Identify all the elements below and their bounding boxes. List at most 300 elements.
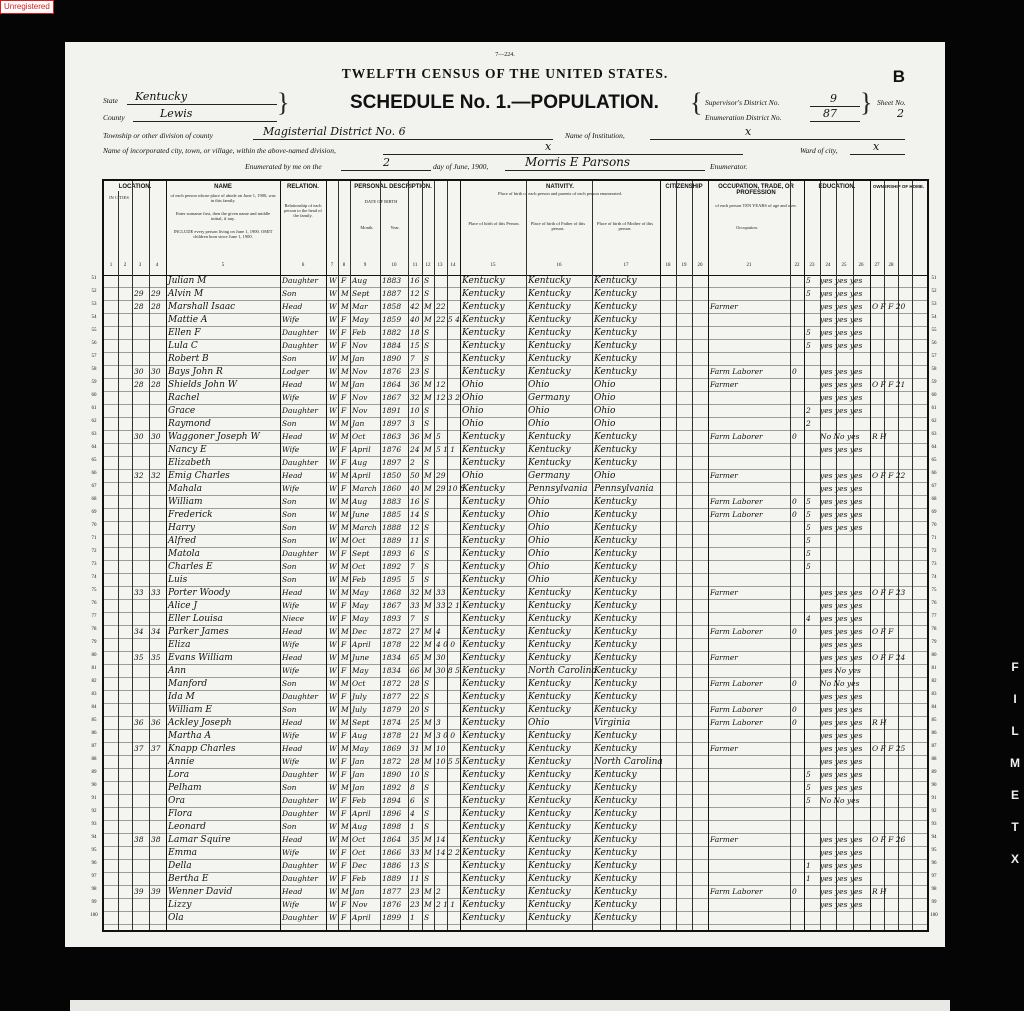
- line-number: 61: [91, 406, 97, 411]
- cell-occupation: Farm Laborer: [710, 705, 763, 714]
- cell-age: 12: [410, 289, 420, 298]
- cell-mother: Kentucky: [594, 614, 637, 624]
- cell-month: May: [352, 614, 369, 623]
- cell-relation: Wife: [282, 666, 300, 675]
- cell-father: Kentucky: [528, 640, 571, 650]
- cell-owner: R H: [872, 718, 887, 727]
- cell-month: June: [352, 510, 370, 519]
- cell-education: yes yes yes: [820, 757, 863, 766]
- line-number: 53: [931, 302, 937, 307]
- cell-father: Kentucky: [528, 796, 571, 806]
- cell-marital: M: [424, 315, 432, 324]
- column-number: 17: [623, 263, 629, 268]
- cell-mother: Kentucky: [594, 783, 637, 793]
- cell-school: 5: [806, 510, 811, 519]
- cell-occupation: Farm Laborer: [710, 718, 763, 727]
- cell-education: yes No yes: [820, 666, 861, 675]
- line-number: 85: [931, 718, 937, 723]
- line-number: 93: [91, 822, 97, 827]
- cell-age: 40: [410, 484, 420, 493]
- cell-marital: M: [424, 653, 432, 662]
- column-number: 1: [109, 263, 113, 268]
- cell-year: 1883: [382, 497, 402, 506]
- cell-year: 1860: [382, 484, 402, 493]
- cell-year: 1897: [382, 458, 402, 467]
- cell-color: W: [329, 809, 337, 818]
- cell-birth: Kentucky: [462, 744, 505, 754]
- cell-year: 1877: [382, 887, 402, 896]
- cell-education: yes yes yes: [820, 393, 863, 402]
- side-strip-letter: F: [1011, 660, 1019, 674]
- cell-sex: M: [341, 835, 349, 844]
- cell-months: 0: [792, 367, 797, 376]
- line-number: 54: [931, 315, 937, 320]
- cell-color: W: [329, 302, 337, 311]
- cell-marital: S: [424, 692, 430, 701]
- cell-father: Kentucky: [528, 588, 571, 598]
- column-number: 12: [425, 263, 431, 268]
- cell-mother: Kentucky: [594, 692, 637, 702]
- cell-color: W: [329, 679, 337, 688]
- cell-education: yes yes yes: [820, 341, 863, 350]
- line-number: 84: [931, 705, 937, 710]
- column-number: 24: [825, 263, 831, 268]
- cell-children: 10 5 5: [436, 757, 460, 766]
- cell-owner: O F F 22: [872, 471, 906, 480]
- cell-father: Kentucky: [528, 705, 571, 715]
- cell-marital: S: [424, 536, 430, 545]
- line-number: 97: [91, 874, 97, 879]
- cell-family: 30: [151, 367, 161, 376]
- cell-name: Alvin M: [168, 289, 204, 299]
- cell-month: Oct: [352, 679, 366, 688]
- cell-marital: M: [424, 900, 432, 909]
- sub-name-note: Enter surname first, then the given name and middle initial, if any.: [175, 211, 271, 221]
- cell-marital: S: [424, 458, 430, 467]
- column-number: 26: [858, 263, 864, 268]
- cell-father: Kentucky: [528, 783, 571, 793]
- cell-education: yes yes yes: [820, 380, 863, 389]
- cell-mother: Kentucky: [594, 575, 637, 585]
- cell-dwelling: 30: [134, 367, 144, 376]
- line-number: 54: [91, 315, 97, 320]
- cell-relation: Wife: [282, 484, 300, 493]
- cell-mother: Kentucky: [594, 731, 637, 741]
- cell-sex: M: [341, 302, 349, 311]
- cell-relation: Daughter: [282, 861, 318, 870]
- line-number: 51: [931, 276, 937, 281]
- cell-month: Nov: [352, 900, 368, 909]
- cell-relation: Son: [282, 289, 297, 298]
- line-number: 83: [931, 692, 937, 697]
- cell-month: Jan: [352, 887, 365, 896]
- cell-relation: Son: [282, 822, 297, 831]
- cell-year: 1859: [382, 315, 402, 324]
- cell-birth: Kentucky: [462, 562, 505, 572]
- cell-sex: M: [341, 289, 349, 298]
- cell-birth: Kentucky: [462, 731, 505, 741]
- cell-sex: F: [341, 458, 347, 467]
- cell-year: 1874: [382, 718, 402, 727]
- cell-mother: Kentucky: [594, 705, 637, 715]
- cell-year: 1872: [382, 679, 402, 688]
- cell-relation: Daughter: [282, 328, 318, 337]
- cell-education: yes yes yes: [820, 731, 863, 740]
- line-number: 83: [91, 692, 97, 697]
- bottom-strip: [70, 1000, 950, 1011]
- cell-relation: Wife: [282, 900, 300, 909]
- census-title: TWELFTH CENSUS OF THE UNITED STATES.: [341, 66, 669, 81]
- cell-mother: Kentucky: [594, 666, 637, 676]
- cell-age: 18: [410, 328, 420, 337]
- cell-marital: M: [424, 445, 432, 454]
- cell-sex: F: [341, 640, 347, 649]
- cell-children: 22: [436, 302, 446, 311]
- cell-name: Raymond: [168, 419, 211, 429]
- cell-education: yes yes yes: [820, 835, 863, 844]
- cell-color: W: [329, 575, 337, 584]
- cell-color: W: [329, 874, 337, 883]
- cell-father: Ohio: [528, 406, 550, 416]
- column-number: 14: [450, 263, 456, 268]
- cell-month: Feb: [352, 874, 367, 883]
- line-number: 75: [91, 588, 97, 593]
- cell-name: Flora: [168, 809, 193, 819]
- line-number: 81: [931, 666, 937, 671]
- cell-marital: M: [424, 666, 432, 675]
- cell-father: Kentucky: [528, 809, 571, 819]
- cell-name: Grace: [168, 406, 196, 416]
- cell-marital: S: [424, 276, 430, 285]
- cell-children: 29: [436, 471, 446, 480]
- side-strip-letter: X: [1010, 852, 1019, 866]
- line-number: 64: [931, 445, 937, 450]
- cell-dwelling: 29: [134, 289, 144, 298]
- cell-mother: Kentucky: [594, 549, 637, 559]
- cell-occupation: Farmer: [710, 588, 738, 597]
- cell-birth: Kentucky: [462, 302, 505, 312]
- cell-family: 28: [151, 380, 161, 389]
- cell-relation: Son: [282, 497, 297, 506]
- cell-father: Kentucky: [528, 315, 571, 325]
- cell-color: W: [329, 757, 337, 766]
- cell-color: W: [329, 913, 337, 922]
- cell-name: Waggoner Joseph W: [168, 432, 260, 442]
- cell-color: W: [329, 432, 337, 441]
- cell-name: Robert B: [168, 354, 209, 364]
- cell-year: 1896: [382, 809, 402, 818]
- cell-birth: Kentucky: [462, 900, 505, 910]
- cell-color: W: [329, 458, 337, 467]
- institution-value: x: [745, 125, 752, 138]
- column-number: 16: [556, 263, 562, 268]
- cell-birth: Kentucky: [462, 822, 505, 832]
- cell-relation: Head: [282, 302, 303, 311]
- line-number: 61: [931, 406, 937, 411]
- cell-age: 10: [410, 406, 420, 415]
- line-number: 79: [91, 640, 97, 645]
- cell-mother: Kentucky: [594, 289, 637, 299]
- cell-marital: S: [424, 822, 430, 831]
- cell-education: yes yes yes: [820, 510, 863, 519]
- cell-education: yes yes yes: [820, 601, 863, 610]
- cell-father: Kentucky: [528, 913, 571, 923]
- brace-left: }: [277, 88, 290, 117]
- cell-birth: Kentucky: [462, 835, 505, 845]
- cell-color: W: [329, 796, 337, 805]
- cell-marital: M: [424, 588, 432, 597]
- line-number: 75: [931, 588, 937, 593]
- cell-month: Mar: [352, 302, 368, 311]
- cell-month: Jan: [352, 354, 365, 363]
- cell-education: yes yes yes: [820, 692, 863, 701]
- cell-owner: R H: [872, 887, 887, 896]
- cell-education: yes yes yes: [820, 471, 863, 480]
- cell-father: Kentucky: [528, 848, 571, 858]
- cell-age: 40: [410, 315, 420, 324]
- cell-month: Nov: [352, 367, 368, 376]
- cell-year: 1879: [382, 705, 402, 714]
- cell-children: 33 2 1: [436, 601, 460, 610]
- cell-color: W: [329, 887, 337, 896]
- sub-birth-person: Place of birth of this Person.: [468, 221, 520, 226]
- cell-year: 1887: [382, 289, 402, 298]
- cell-father: Kentucky: [528, 731, 571, 741]
- cell-age: 50: [410, 471, 420, 480]
- column-number: 15: [490, 263, 496, 268]
- line-number: 52: [931, 289, 937, 294]
- cell-marital: S: [424, 783, 430, 792]
- cell-month: April: [352, 640, 371, 649]
- cell-month: Dec: [352, 627, 367, 636]
- cell-month: Sept: [352, 718, 370, 727]
- enumerated-month-label: day of June, 1900,: [433, 162, 489, 171]
- cell-color: W: [329, 393, 337, 402]
- cell-color: W: [329, 536, 337, 545]
- line-number: 77: [91, 614, 97, 619]
- cell-school: 4: [806, 614, 811, 623]
- sub-nativity-desc: Place of birth of each person and parents of each person enumerated.: [498, 191, 622, 196]
- county-label: County: [103, 113, 125, 122]
- cell-sex: M: [341, 679, 349, 688]
- cell-sex: F: [341, 445, 347, 454]
- line-number: 62: [91, 419, 97, 424]
- cell-school: 1: [806, 861, 811, 870]
- cell-mother: Kentucky: [594, 458, 637, 468]
- cell-name: Nancy E: [168, 445, 207, 455]
- line-number: 68: [91, 497, 97, 502]
- cell-education: yes yes yes: [820, 614, 863, 623]
- cell-name: Manford: [168, 679, 208, 689]
- cell-name: Frederick: [168, 510, 213, 520]
- column-number: 20: [697, 263, 703, 268]
- cell-father: Kentucky: [528, 653, 571, 663]
- cell-father: Kentucky: [528, 692, 571, 702]
- cell-school: 5: [806, 549, 811, 558]
- cell-birth: Kentucky: [462, 575, 505, 585]
- cell-dwelling: 33: [134, 588, 144, 597]
- cell-mother: Kentucky: [594, 744, 637, 754]
- line-number: 90: [91, 783, 97, 788]
- line-number: 88: [91, 757, 97, 762]
- cell-color: W: [329, 419, 337, 428]
- cell-month: Aug: [352, 497, 368, 506]
- cell-mother: Kentucky: [594, 861, 637, 871]
- cell-name: Evans William: [168, 653, 233, 663]
- cell-age: 12: [410, 523, 420, 532]
- cell-dwelling: 35: [134, 653, 144, 662]
- cell-mother: Kentucky: [594, 341, 637, 351]
- cell-color: W: [329, 744, 337, 753]
- column-number: 5: [221, 263, 225, 268]
- cell-family: 28: [151, 302, 161, 311]
- cell-sex: F: [341, 666, 347, 675]
- cell-month: Oct: [352, 536, 366, 545]
- column-number: 21: [746, 263, 752, 268]
- cell-father: Kentucky: [528, 354, 571, 364]
- cell-color: W: [329, 718, 337, 727]
- cell-relation: Wife: [282, 601, 300, 610]
- cell-owner: R H: [872, 432, 887, 441]
- line-number: 85: [91, 718, 97, 723]
- cell-relation: Wife: [282, 445, 300, 454]
- line-number: 63: [931, 432, 937, 437]
- cell-birth: Kentucky: [462, 913, 505, 923]
- cell-mother: Ohio: [594, 406, 616, 416]
- line-number: 57: [91, 354, 97, 359]
- cell-sex: F: [341, 796, 347, 805]
- cell-education: yes yes yes: [820, 484, 863, 493]
- cell-age: 31: [410, 744, 420, 753]
- cell-children: 30: [436, 653, 446, 662]
- cell-occupation: Farm Laborer: [710, 627, 763, 636]
- cell-year: 1893: [382, 549, 402, 558]
- cell-month: Sept: [352, 549, 370, 558]
- cell-marital: S: [424, 367, 430, 376]
- cell-education: yes yes yes: [820, 887, 863, 896]
- cell-occupation: Farmer: [710, 653, 738, 662]
- line-number: 81: [91, 666, 97, 671]
- cell-age: 14: [410, 510, 420, 519]
- cell-age: 10: [410, 770, 420, 779]
- cell-children: 30 8 5: [436, 666, 460, 675]
- cell-birth: Kentucky: [462, 510, 505, 520]
- cell-education: yes yes yes: [820, 783, 863, 792]
- enumerator-label: Enumerator.: [710, 162, 748, 171]
- cell-age: 32: [410, 588, 420, 597]
- cell-year: 1899: [382, 913, 402, 922]
- cell-education: yes yes yes: [820, 900, 863, 909]
- cell-family: 34: [151, 627, 161, 636]
- cell-father: Kentucky: [528, 328, 571, 338]
- cell-year: 1866: [382, 848, 402, 857]
- cell-mother: Kentucky: [594, 835, 637, 845]
- cell-school: 5: [806, 497, 811, 506]
- cell-color: W: [329, 770, 337, 779]
- line-number: 59: [91, 380, 97, 385]
- cell-sex: F: [341, 276, 347, 285]
- cell-mother: Kentucky: [594, 848, 637, 858]
- cell-marital: S: [424, 562, 430, 571]
- group-relation: RELATION.: [287, 184, 319, 190]
- form-number: 7—224.: [495, 52, 515, 58]
- line-number: 56: [91, 341, 97, 346]
- cell-name: Ola: [168, 913, 184, 923]
- cell-education: No No yes: [820, 796, 860, 805]
- line-number: 79: [931, 640, 937, 645]
- cell-year: 1888: [382, 523, 402, 532]
- cell-year: 1895: [382, 575, 402, 584]
- cell-sex: F: [341, 614, 347, 623]
- line-number: 77: [931, 614, 937, 619]
- cell-relation: Wife: [282, 393, 300, 402]
- cell-age: 25: [410, 718, 420, 727]
- cell-relation: Wife: [282, 731, 300, 740]
- cell-color: W: [329, 705, 337, 714]
- cell-age: 24: [410, 445, 420, 454]
- cell-mother: Kentucky: [594, 653, 637, 663]
- cell-months: 0: [792, 705, 797, 714]
- cell-school: 5: [806, 536, 811, 545]
- cell-relation: Daughter: [282, 796, 318, 805]
- cell-birth: Kentucky: [462, 289, 505, 299]
- cell-age: 33: [410, 848, 420, 857]
- cell-color: W: [329, 484, 337, 493]
- cell-owner: O F F 20: [872, 302, 906, 311]
- cell-father: Kentucky: [528, 835, 571, 845]
- cell-color: W: [329, 497, 337, 506]
- enumerated-day: 2: [383, 156, 390, 169]
- column-number: 18: [665, 263, 671, 268]
- cell-month: Nov: [352, 341, 368, 350]
- cell-color: W: [329, 640, 337, 649]
- cell-age: 33: [410, 601, 420, 610]
- cell-month: Aug: [352, 458, 368, 467]
- cell-year: 1886: [382, 861, 402, 870]
- group-name: NAME: [214, 184, 232, 190]
- group-education: EDUCATION.: [818, 184, 856, 190]
- line-number: 58: [931, 367, 937, 372]
- cell-mother: Kentucky: [594, 367, 637, 377]
- cell-months: 0: [792, 497, 797, 506]
- cell-name: Wenner David: [168, 887, 233, 897]
- cell-year: 1877: [382, 692, 402, 701]
- cell-month: May: [352, 666, 369, 675]
- cell-sex: M: [341, 588, 349, 597]
- cell-father: Ohio: [528, 497, 550, 507]
- line-number: 80: [931, 653, 937, 658]
- cell-age: 65: [410, 653, 420, 662]
- cell-birth: Kentucky: [462, 848, 505, 858]
- line-number: 55: [91, 328, 97, 333]
- cell-father: Kentucky: [528, 744, 571, 754]
- cell-father: Kentucky: [528, 822, 571, 832]
- cell-children: 5: [436, 432, 441, 441]
- cell-month: Aug: [352, 731, 368, 740]
- cell-relation: Head: [282, 380, 303, 389]
- cell-father: Ohio: [528, 718, 550, 728]
- cell-sex: M: [341, 354, 349, 363]
- cell-age: 11: [410, 536, 420, 545]
- cell-relation: Daughter: [282, 692, 318, 701]
- cell-name: Ann: [168, 666, 187, 676]
- cell-relation: Son: [282, 523, 297, 532]
- cell-owner: O F F 23: [872, 588, 906, 597]
- line-number: 70: [931, 523, 937, 528]
- line-number: 63: [91, 432, 97, 437]
- side-strip-letter: L: [1011, 724, 1019, 738]
- cell-name: Ora: [168, 796, 186, 806]
